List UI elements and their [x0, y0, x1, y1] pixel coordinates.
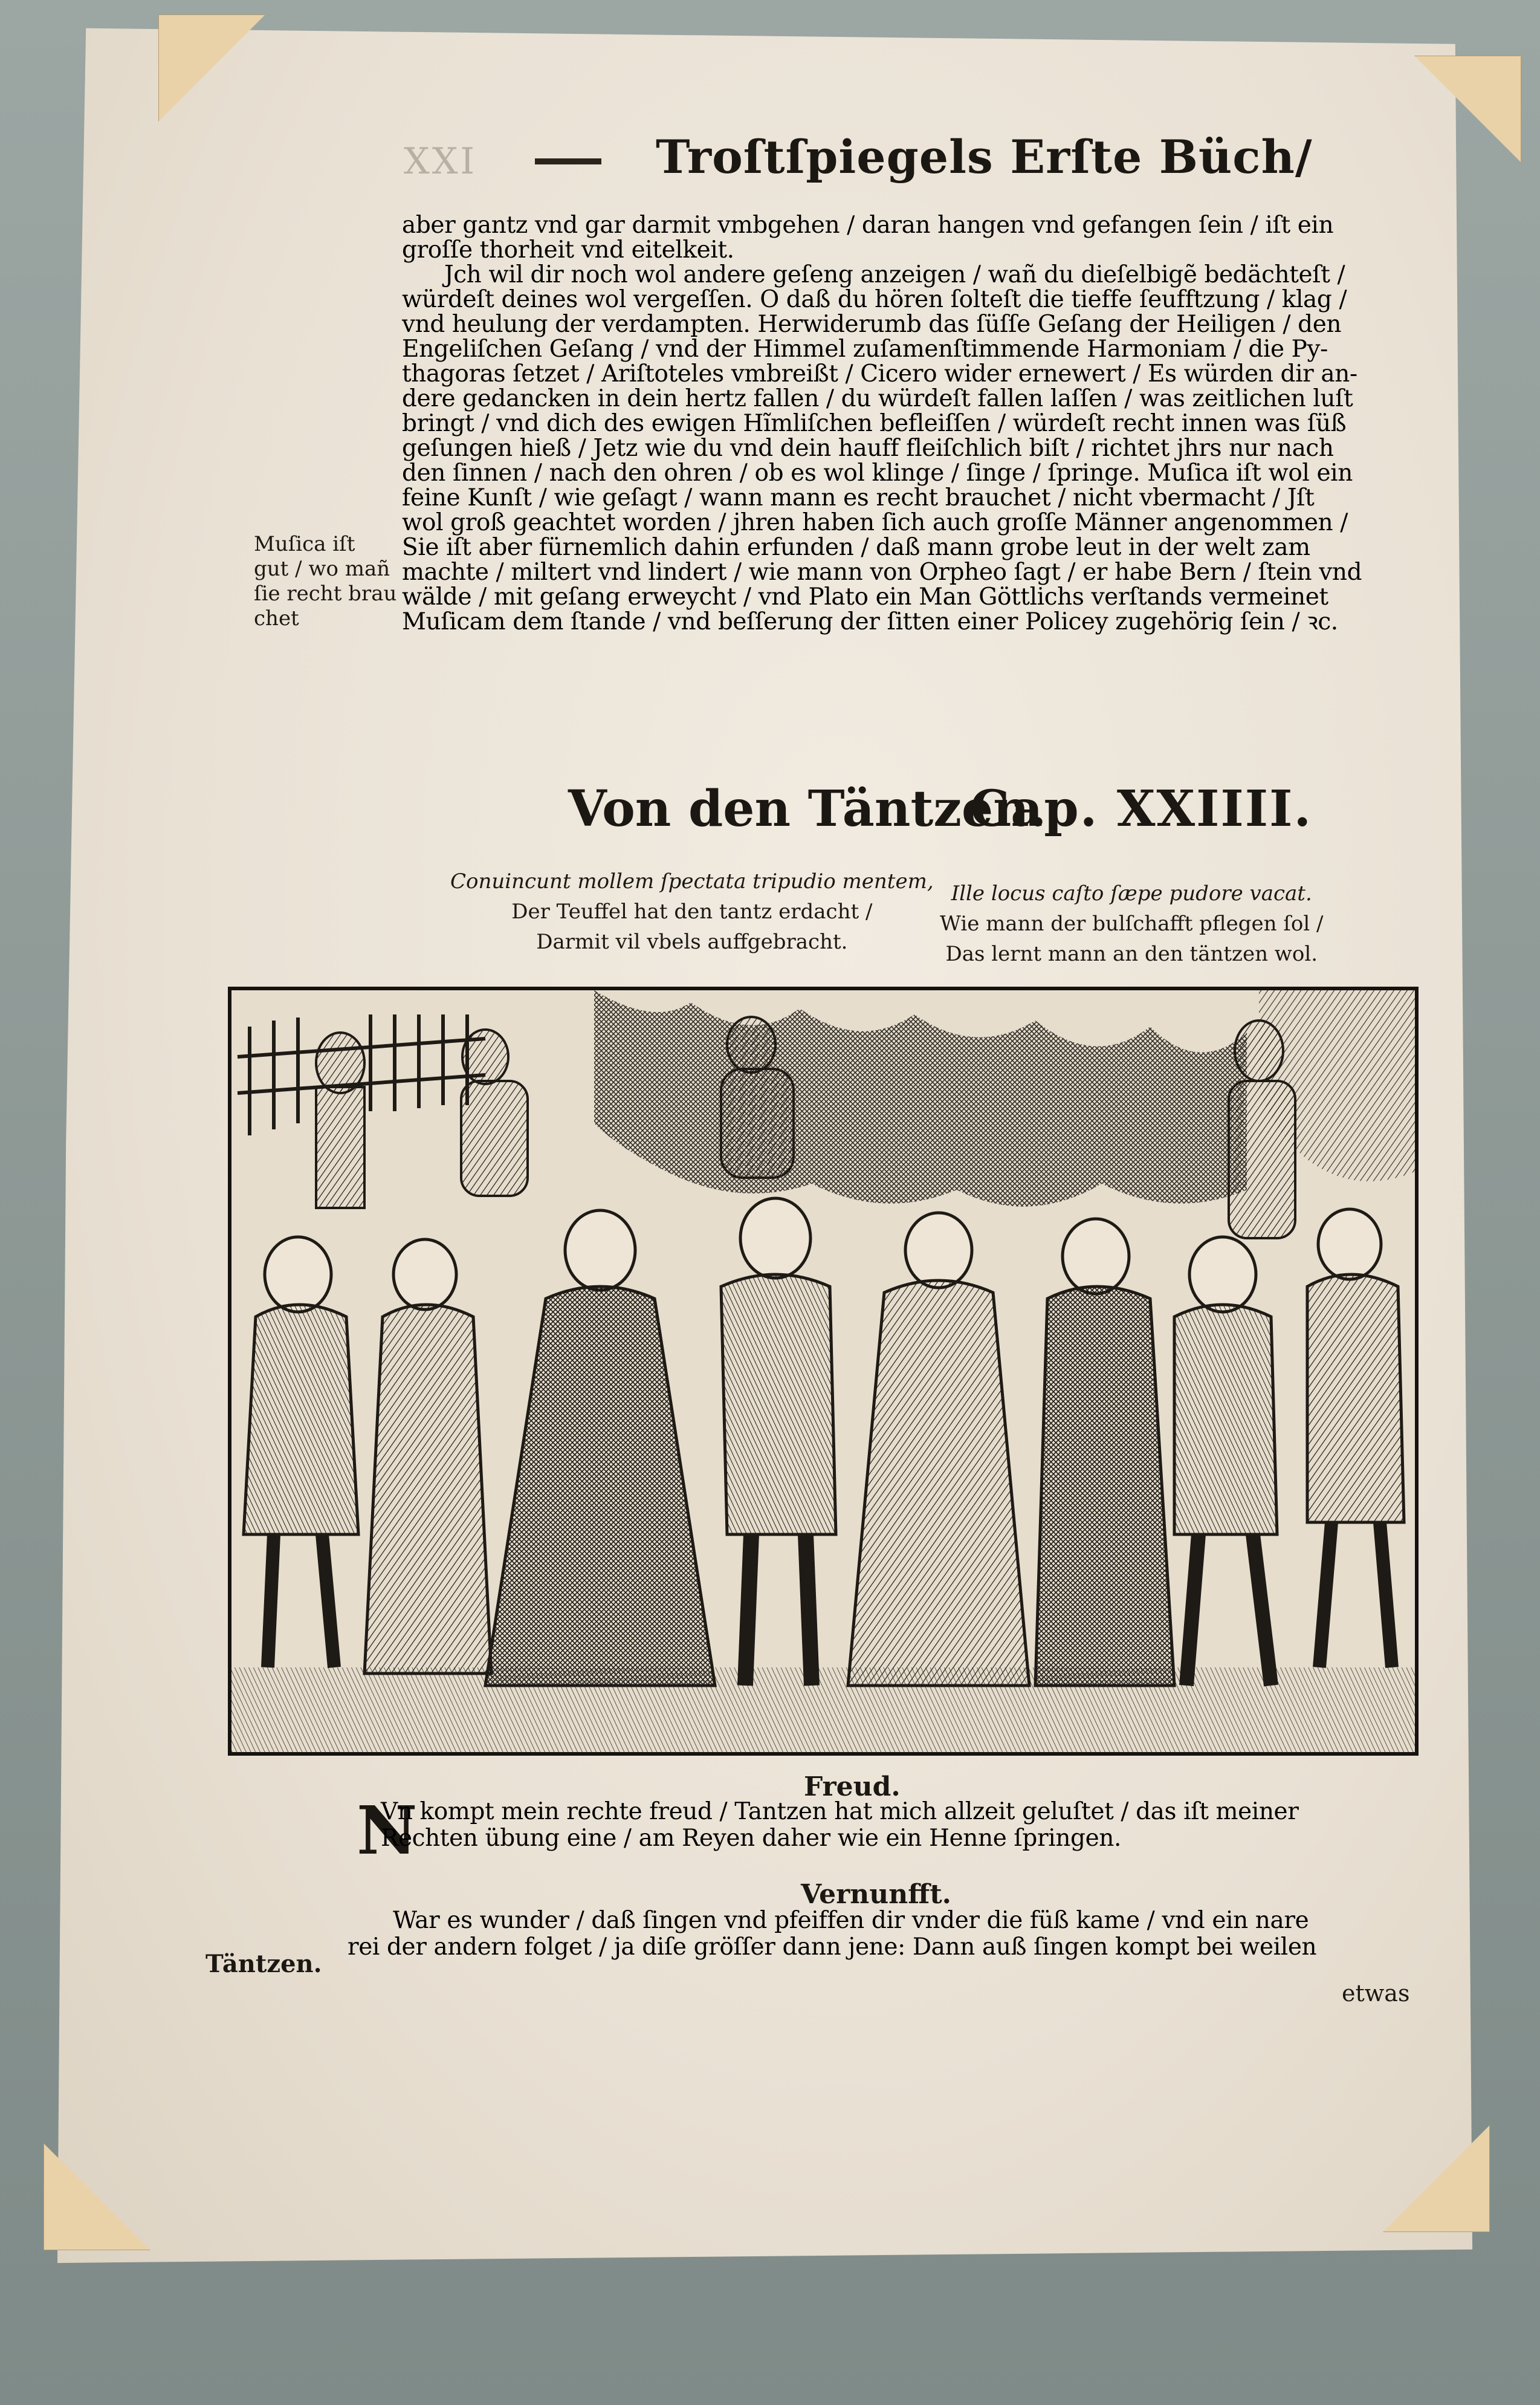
- margin-note-line: Muſica iſt: [254, 532, 355, 556]
- body-line: dere gedancken in dein hertz fallen / du würdeſt fallen laſſen / was zeitlichen luſt: [402, 385, 1353, 412]
- speech-line: rei der andern folget / ja diſe gröſſer dann jene: Dann auß ſingen kompt bei weilen: [348, 1933, 1317, 1961]
- margin-note-musica: [254, 532, 397, 631]
- verse-right: [940, 878, 1324, 969]
- body-line: Jch wil dir noch wol andere geſeng anzeigen / wañ du dieſelbigẽ bedächteſt /: [444, 261, 1345, 288]
- body-line: feine Kunſt / wie geſagt / wann mann es recht brauchet / nicht vbermacht / Jſt: [402, 484, 1315, 511]
- body-line: thagoras ſetzet / Ariſtoteles vmbreißt / Cicero wider ernewert / Es würden dir an-: [402, 360, 1357, 388]
- speech-line: War es wunder / daß ſingen vnd pfeiffen dir vnder die füß kame / vnd ein nare: [393, 1907, 1309, 1934]
- verse-latin-left: Conuincunt mollem ſpectata tripudio mentem,: [450, 869, 934, 894]
- body-line: machte / miltert vnd lindert / wie mann von Orpheo ſagt / er habe Bern / ſtein vnd: [402, 559, 1362, 586]
- verse-latin-right: Ille locus caſto ſæpe pudore vacat.: [951, 881, 1312, 906]
- body-line: würdeſt deines wol vergeſſen. O daß du hören ſolteſt die tieffe ſeufftzung / klag /: [402, 286, 1347, 313]
- body-line: groſſe thorheit vnd eitelkeit.: [402, 236, 734, 264]
- body-line: aber gantz vnd gar darmit vmbgehen / daran hangen vnd gefangen ſein / iſt ein: [402, 212, 1334, 239]
- body-line: wälde / mit geſang erweycht / vnd Plato ein Man Göttlichs verſtands vermeinet: [402, 583, 1328, 611]
- body-line: bringt / vnd dich des ewigen Hĩmliſchen befleiſſen / würdeſt recht innen was ſüß: [402, 410, 1347, 437]
- speech-freud: [348, 1799, 1417, 1852]
- speech-line: Rechten übung eine / am Reyen daher wie ein Henne ſpringen.: [381, 1825, 1121, 1852]
- woodcut-dance-illustration: [228, 987, 1419, 1756]
- verse-german-left-1: Der Teuffel hat den tantz erdacht /: [511, 900, 873, 924]
- speaker-vernunfft: Vernunfft.: [801, 1879, 952, 1910]
- body-line: Engeliſchen Geſang / vnd der Himmel zuſamenſtimmende Harmoniam / die Py-: [402, 336, 1328, 363]
- margin-note-line: ſie recht brau: [254, 582, 397, 606]
- margin-note-line: gut / wo mañ: [254, 557, 390, 581]
- header-rule: [535, 158, 601, 164]
- speech-line: Vn kompt mein rechte freud / Tantzen hat mich allzeit geluſtet / das iſt meiner: [381, 1798, 1299, 1825]
- verse-german-right-2: Das lernt mann an den täntzen wol.: [945, 942, 1318, 966]
- woodcut-drawing: [231, 990, 1415, 1752]
- verse-german-left-2: Darmit vil vbels auffgebracht.: [536, 930, 848, 954]
- body-text-block: [402, 213, 1417, 634]
- body-line: Muſicam dem ſtande / vnd beſſerung der ſitten einer Policey zugehörig ſein / ꝛc.: [402, 608, 1338, 635]
- drop-capital: N: [357, 1791, 418, 1869]
- running-head-title: Troſtſpiegels Erſte Büch/: [656, 130, 1313, 184]
- body-line: wol groß geachtet worden / jhren haben ſich auch groſſe Männer angenommen /: [402, 509, 1348, 536]
- verse-left: [450, 866, 934, 957]
- body-line: den ſinnen / nach den ohren / ob es wol klinge / ſinge / ſpringe. Muſica iſt wol ein: [402, 459, 1353, 487]
- verse-german-right-1: Wie mann der bulſchafft pflegen ſol /: [940, 912, 1324, 936]
- speaker-freud: Freud.: [804, 1771, 901, 1802]
- chapter-number: Cap. XXIIII.: [970, 780, 1313, 838]
- speech-vernunfft: [348, 1907, 1417, 1961]
- folio-number: XXI: [404, 140, 477, 183]
- body-line: Sie iſt aber fürnemlich dahin erfunden / daß mann grobe leut in der welt zam: [402, 534, 1310, 561]
- body-line: vnd heulung der verdampten. Herwiderumb das ſüſſe Geſang der Heiligen / den: [402, 311, 1342, 338]
- catchword: etwas: [1342, 1980, 1410, 2007]
- chapter-title: Von den Täntzen.: [568, 780, 1047, 838]
- margin-note-line: chet: [254, 606, 299, 631]
- body-line: geſungen hieß / Jetz wie du vnd dein hauff fleiſchlich biſt / richtet jhrs nur nach: [402, 435, 1334, 462]
- margin-note-taentzen: Täntzen.: [205, 1950, 322, 1978]
